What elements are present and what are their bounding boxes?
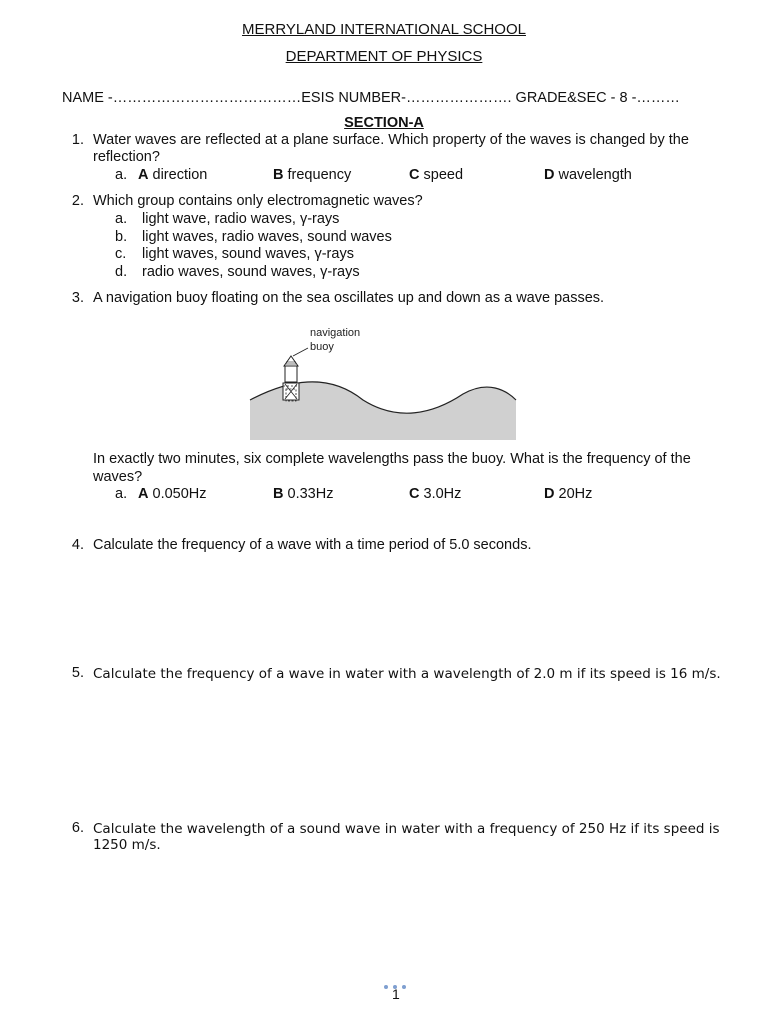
item-text: light waves, sound waves, γ-rays [142,246,354,262]
list-item [115,264,360,281]
question-text: reflection? [93,149,160,165]
page-number: 1 [392,986,400,1002]
item-text: light waves, radio waves, sound waves [142,229,392,245]
figure-label-navigation: navigation [310,327,361,339]
question-text: Calculate the frequency of a wave with a time period of 5.0 seconds. [93,537,532,553]
option-letter: B [273,167,284,183]
option-letter: D [544,167,555,183]
option-b [273,486,333,503]
question-text: A navigation buoy floating on the sea oscillates up and down as a wave passes. [93,290,605,306]
option-letter: C [409,167,420,183]
option-text: direction [152,167,208,183]
option-text: 3.0Hz [423,486,462,502]
item-label: b. [115,229,128,245]
option-b [273,167,351,184]
list-item [115,229,392,246]
question-text: In exactly two minutes, six complete wavelengths pass the buoy. What is the frequency of the [93,451,691,467]
dot [384,985,388,989]
option-text: 20Hz [558,486,593,502]
option-letter: A [138,486,149,502]
question-number: 3. [71,290,84,306]
item-label: d. [115,264,128,280]
option-letter: D [544,486,555,502]
question-number: 6. [71,820,84,836]
question-number: 1. [71,132,84,148]
question-text: Calculate the wavelength of a sound wave in water with a frequency of 250 Hz if its speed is [93,821,720,837]
question-text: Water waves are reflected at a plane surface. Which property of the waves is changed by the [93,132,689,148]
label-leader-line [293,348,308,356]
item-label: c. [115,246,127,262]
option-marker: a. [115,167,128,183]
option-letter: C [409,486,420,502]
question-text: waves? [93,469,143,485]
option-letter: A [138,167,149,183]
list-item [115,211,339,228]
school-name: MERRYLAND INTERNATIONAL SCHOOL [242,21,526,38]
question-number: 5. [71,665,84,681]
item-text: radio waves, sound waves, γ-rays [142,264,360,280]
option-c [409,486,461,503]
option-a [138,486,207,503]
option-text: frequency [287,167,352,183]
item-label: a. [115,211,128,227]
question-text: Calculate the frequency of a wave in water with a wavelength of 2.0 m if its speed is 16 m/s. [93,666,721,682]
option-d [544,486,592,503]
option-text: 0.33Hz [287,486,334,502]
question-text: 1250 m/s. [93,837,161,853]
option-a [138,167,207,184]
figure-label-buoy: buoy [310,341,334,353]
department-name: DEPARTMENT OF PHYSICS [285,48,483,65]
option-d [544,167,632,184]
question-number: 2. [71,193,84,209]
item-text: light wave, radio waves, γ-rays [142,211,340,227]
option-c [409,167,463,184]
question-text: Which group contains only electromagnetic waves? [93,193,423,209]
option-letter: B [273,486,284,502]
question-number: 4. [71,537,84,553]
option-text: speed [423,167,464,183]
option-marker: a. [115,486,128,502]
option-text: wavelength [558,167,632,183]
list-item [115,246,354,263]
buoy-wave-figure [248,322,518,442]
dot [402,985,406,989]
section-title: SECTION-A [344,115,424,131]
buoy-icon [283,356,299,401]
option-text: 0.050Hz [152,486,207,502]
student-info-line: NAME -…………………………………ESIS NUMBER-…………………. GRADE&SEC - 8 -……… [62,90,680,106]
